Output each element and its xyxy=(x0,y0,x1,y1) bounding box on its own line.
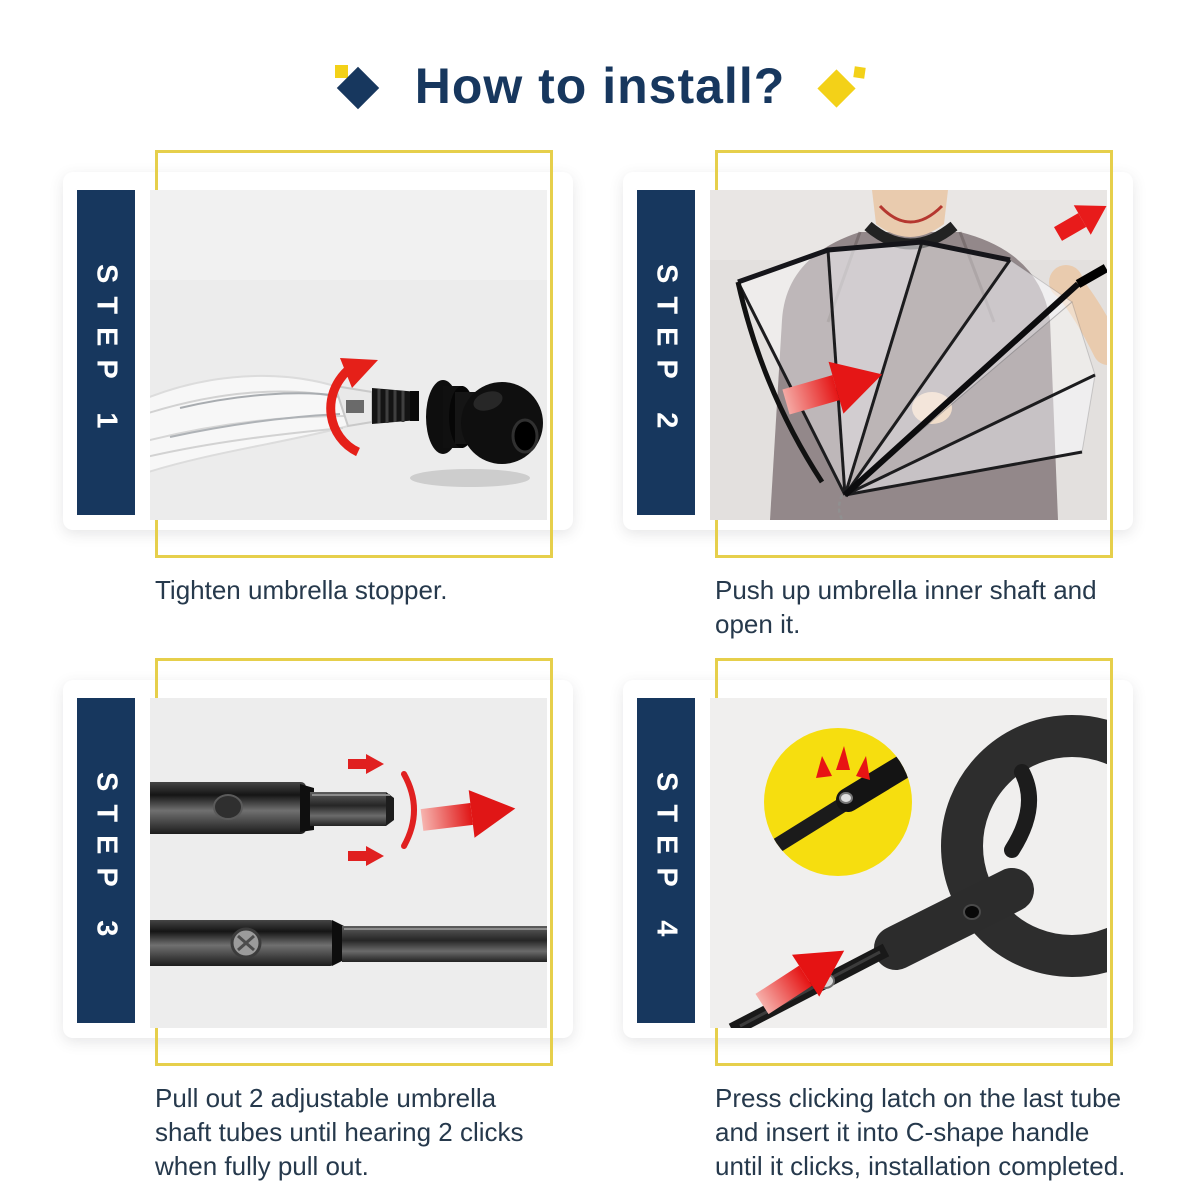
shaft-tubes-illustration xyxy=(150,698,547,1028)
step-1-bar xyxy=(77,190,135,515)
step-4-photo-handle xyxy=(710,698,1107,1028)
step-3-caption: Pull out 2 adjustable umbrella shaft tubes until hearing 2 clicks when fully pull out. xyxy=(155,1083,524,1181)
step-1-caption: Tighten umbrella stopper. xyxy=(155,575,448,605)
step-2-photo-open-umbrella xyxy=(710,190,1107,520)
step-3-photo-shaft-tubes xyxy=(150,698,547,1028)
page-title: How to install? xyxy=(414,58,786,114)
step-1-photo-umbrella-stopper xyxy=(150,190,547,520)
step-3-block xyxy=(63,658,573,1181)
step-4-caption: Press clicking latch on the last tube and insert it into C-shape handle until it clicks, installation completed. xyxy=(715,1083,1126,1181)
umbrella-stopper-illustration xyxy=(150,190,547,520)
step-4-block xyxy=(623,658,1133,1181)
step-2-block xyxy=(623,150,1133,670)
yellow-square-small-icon xyxy=(854,66,866,78)
step-2-bar xyxy=(637,190,695,515)
step-4-label: STEP 4 xyxy=(650,771,683,950)
yellow-square-icon xyxy=(335,65,348,78)
navy-diamond-icon xyxy=(335,63,381,109)
step-4-bar xyxy=(637,698,695,1023)
step-1-block xyxy=(63,150,573,670)
step-1-label: STEP 1 xyxy=(90,263,123,442)
step-3-label: STEP 3 xyxy=(90,771,123,950)
yellow-diamond-icon xyxy=(819,63,865,109)
header xyxy=(0,46,1200,126)
step-2-label: STEP 2 xyxy=(650,263,683,442)
open-umbrella-illustration xyxy=(710,190,1107,520)
step-3-bar xyxy=(77,698,135,1023)
step-2-caption: Push up umbrella inner shaft and open it. xyxy=(715,575,1097,639)
c-handle-illustration xyxy=(710,698,1107,1028)
